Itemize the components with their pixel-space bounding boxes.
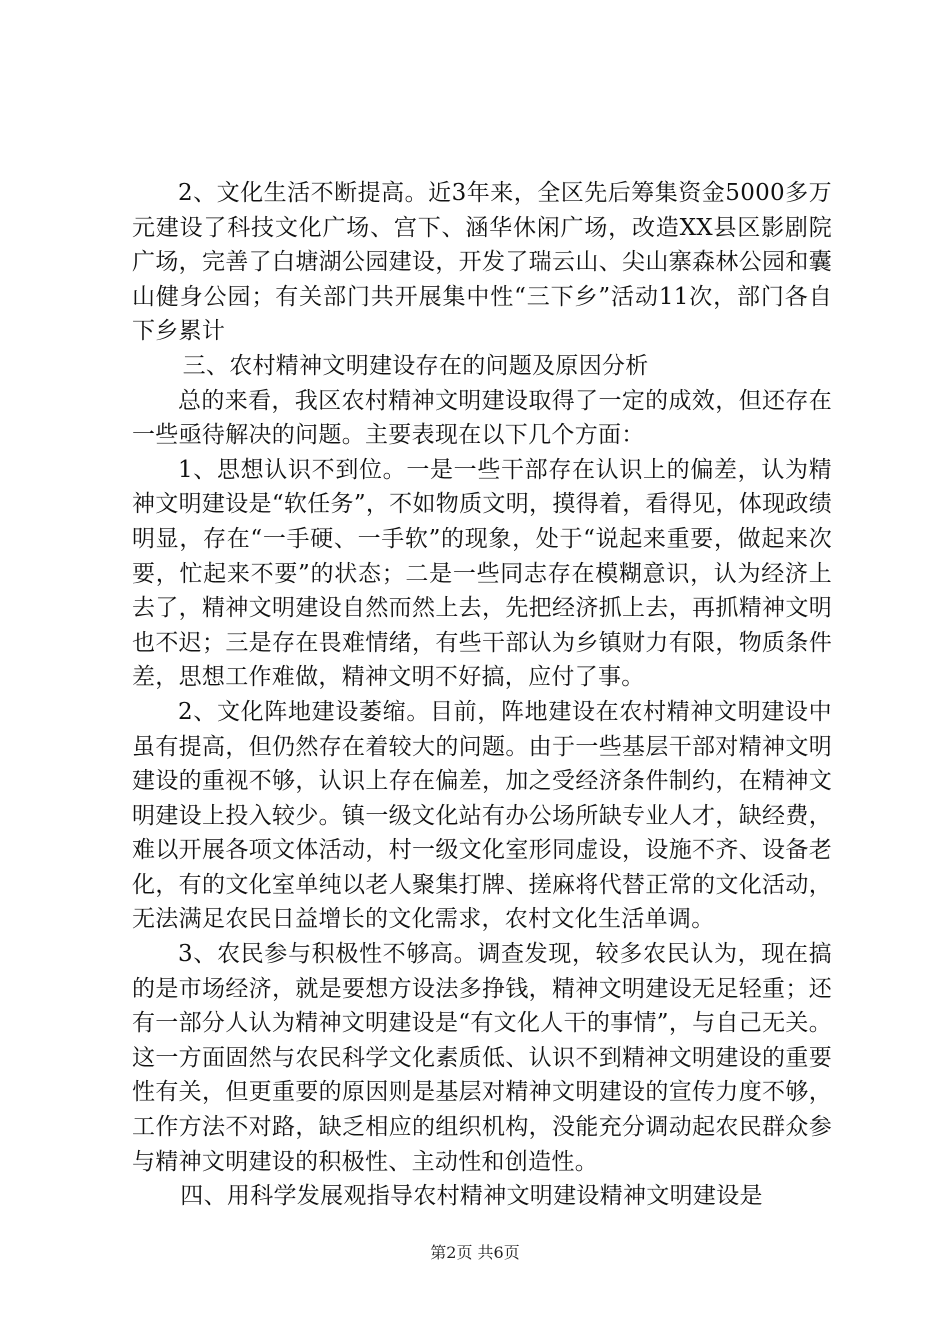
paragraph-awareness: 1、思想认识不到位。一是一些干部存在认识上的偏差，认为精神文明建设是“软任务”，不如物质文明，摸得着，看得见，体现政绩明显，存在“一手硬、一手软”的现象，处于“说起来重要，做起来次要，忙起来不要”的状态；二是一些同志存在模糊意识，认为经济上去了，精神文明建设自然而然上去，先把经济抓上去，再抓精神文明也不迟；三是存在畏难情绪，有些干部认为乡镇财力有限，物质条件差，思想工作难做，精神文明不好搞，应付了事。 xyxy=(132,456,832,691)
paragraph-cultural-life: 2、文化生活不断提高。近3年来，全区先后筹集资金5000多万元建设了科技文化广场、宫下、涵华休闲广场，改造XX县区影剧院广场，完善了白塘湖公园建设，开发了瑞云山、尖山寨森林公园和囊山健身公园；有关部门共开展集中性“三下乡”活动11次，部门各自下乡累计 xyxy=(132,180,832,345)
section-heading-problems: 三、农村精神文明建设存在的问题及原因分析 xyxy=(182,352,649,379)
page-number-label: 第2页 共6页 xyxy=(430,1243,520,1262)
paragraph-farmer-participation: 3、农民参与积极性不够高。调查发现，较多农民认为，现在搞的是市场经济，就是要想方设法多挣钱，精神文明建设无足轻重；还有一部分人认为精神文明建设是“有文化人干的事情”，与自己无关。这一方面固然与农民科学文化素质低、认识不到精神文明建设的重要性有关，但更重要的原因则是基层对精神文明建设的宣传力度不够，工作方法不对路，缺乏相应的组织机构，没能充分调动起农民群众参与精神文明建设的积极性、主动性和创造性。 xyxy=(132,941,832,1175)
paragraph-cultural-venues: 2、文化阵地建设萎缩。目前，阵地建设在农村精神文明建设中虽有提高，但仍然存在着较大的问题。由于一些基层干部对精神文明建设的重视不够，认识上存在偏差，加之受经济条件制约，在精神文明建设上投入较少。镇一级文化站有办公场所缺专业人才，缺经费，难以开展各项文体活动，村一级文化室形同虚设，设施不齐、设备老化，有的文化室单纯以老人聚集打牌、搓麻将代替正常的文化活动，无法满足农民日益增长的文化需求，农村文化生活单调。 xyxy=(132,698,832,933)
document-body xyxy=(132,176,832,1214)
section-heading-guidance: 四、用科学发展观指导农村精神文明建设精神文明建设是 xyxy=(180,1183,763,1210)
page-footer xyxy=(0,1240,950,1263)
paragraph-overview: 总的来看，我区农村精神文明建设取得了一定的成效，但还存在一些亟待解决的问题。主要表现在以下几个方面： xyxy=(132,387,832,449)
